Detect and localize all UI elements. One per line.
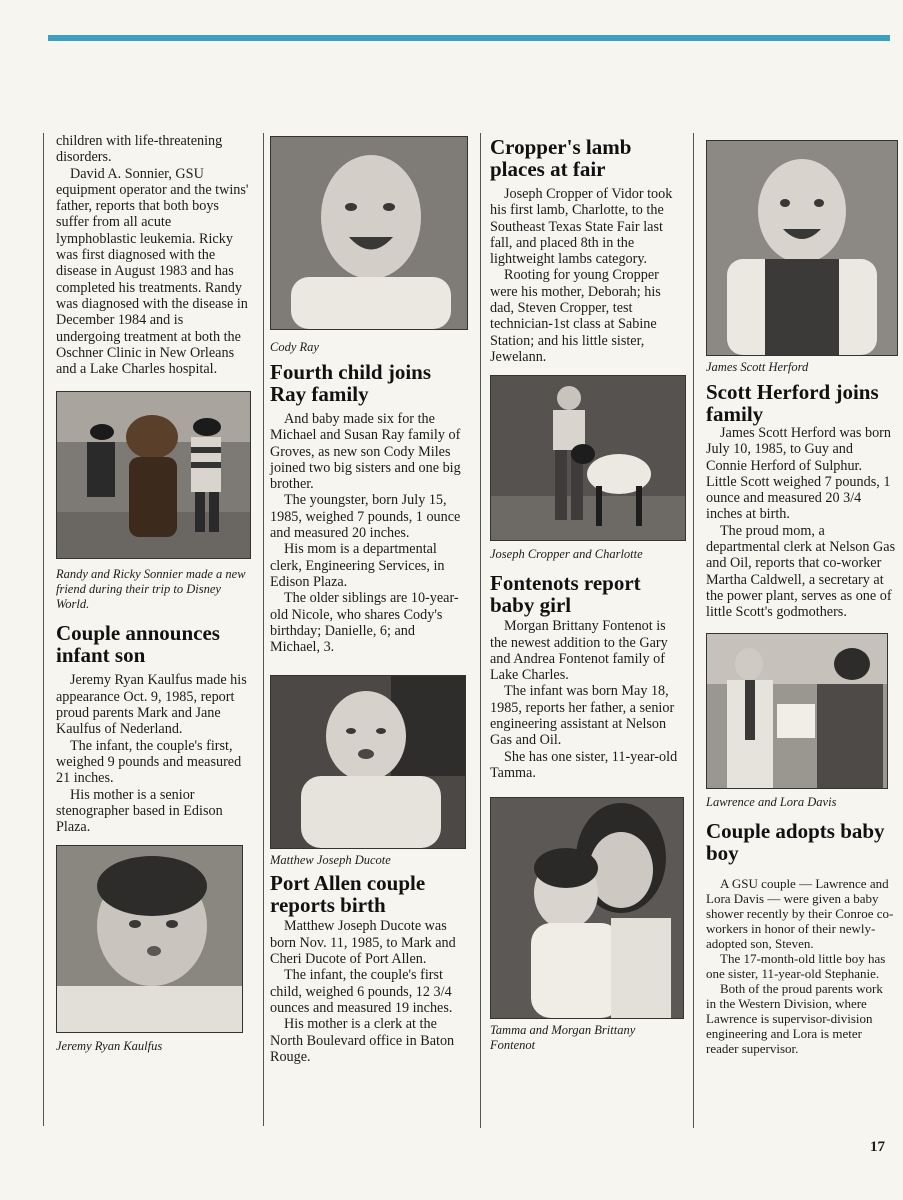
cropper-story-text [490, 186, 682, 365]
paragraph: His mother is a clerk at the North Boulevard office in Baton Rouge. [270, 1016, 455, 1065]
paragraph: The 17-month-old little boy has one sister, 11-year-old Stephanie. [706, 950, 886, 981]
headline-scott-herford: Scott Herford joins family [706, 380, 879, 426]
paragraph: His mother is a senior stenographer based in Edison Plaza. [56, 786, 223, 836]
photo-caption: Randy and Ricky Sonnier made a new friend during their trip to Disney World. [56, 567, 246, 612]
headline-couple-adopts: Couple adopts baby boy [706, 818, 885, 865]
column-3 [490, 136, 682, 1053]
photo-caption: Matthew Joseph Ducote [270, 853, 391, 868]
headline-fourth-child: Fourth child joins Ray family [270, 360, 432, 406]
paragraph: The infant, the couple's first child, weighed 6 pounds, 12 3/4 ounces and measured 19 inches. [270, 967, 453, 1016]
headline-port-allen: Port Allen couple reports birth [270, 871, 426, 918]
column-rule-left [43, 133, 44, 1126]
paragraph: The older siblings are 10-year-old Nicole, who shares Cody's birthday; Danielle, 6; and Michael, 3. [270, 590, 459, 656]
photo-lawrence-lora-davis [706, 633, 888, 789]
headline-couple-announces: Couple announces infant son [56, 621, 220, 668]
herford-story-text [706, 425, 896, 621]
column-rule-1 [263, 133, 264, 1126]
paragraph: David A. Sonnier, GSU equipment operator and the twins' father, reports that both boys suffer from all acute lymphoblastic leukemia. Ricky was first diagnosed with the disease in August 1983 and has completed his treatments. Randy was diagnosed with the disease in December 1984 and is undergoing treatment at both the Oschner Clinic in New Orleans and a Lake Charles hospital. [56, 165, 249, 378]
photo-jeremy-kaulfus [56, 845, 243, 1033]
paragraph: The youngster, born July 15, 1985, weighed 7 pounds, 1 ounce and measured 20 inches. [270, 492, 461, 542]
photo-sonnier-twins-disney [56, 391, 251, 559]
column-4 [706, 140, 896, 1056]
photo-caption: Cody Ray [270, 340, 319, 354]
paragraph: And baby made six for the Michael and Susan Ray family of Groves, as new son Cody Miles joined two big sisters and one big brother. [270, 411, 461, 493]
paragraph: Matthew Joseph Ducote was born Nov. 11, 1985, to Mark and Cheri Ducote of Port Allen. [270, 918, 456, 968]
paragraph: James Scott Herford was born July 10, 1985, to Guy and Connie Herford of Sulphur. Little Scott weighed 7 pounds, 1 ounce and measured 20 3/4 inches at birth. [706, 425, 891, 523]
photo-caption: Jeremy Ryan Kaulfus [56, 1039, 163, 1054]
paragraph: The infant was born May 18, 1985, reports her father, a senior engineering assistant at Nelson Gas and Oil. [490, 683, 675, 749]
photo-matthew-ducote [270, 675, 466, 849]
kaulfus-story-text [56, 672, 251, 835]
column-1 [56, 133, 251, 1054]
column-2 [270, 136, 468, 1065]
photo-caption: Lawrence and Lora Davis [706, 794, 837, 809]
ray-story-text [270, 411, 468, 655]
photo-tamma-morgan-fontenot [490, 797, 684, 1019]
paragraph: Rooting for young Cropper were his mother, Deborah; his dad, Steven Cropper, test technician-1st class at Sabine Station; and his little sister, Jewelann. [490, 267, 661, 365]
ducote-story-text [270, 918, 468, 1065]
paragraph: Joseph Cropper of Vidor took his first lamb, Charlotte, to the Southeast Texas State Fair last fall, and placed 8th in the lightweight lambs category. [490, 186, 673, 268]
page-number: 17 [870, 1139, 885, 1155]
photo-caption: Joseph Cropper and Charlotte [490, 547, 643, 562]
paragraph: children with life-threatening disorders. [56, 133, 223, 166]
paragraph: His mom is a departmental clerk, Engineering Services, in Edison Plaza. [270, 541, 445, 590]
headline-fontenots: Fontenots report baby girl [490, 571, 641, 618]
fontenot-story-text [490, 618, 682, 781]
photo-james-scott-herford [706, 140, 898, 356]
top-accent-rule [48, 35, 890, 41]
davis-story-text [706, 876, 896, 1056]
photo-cody-ray [270, 136, 468, 330]
paragraph: The proud mom, a departmental clerk at Nelson Gas and Oil, reports that co-worker Martha Caldwell, a secretary at the power plant, serves as one of little Scott's godmothers. [706, 522, 896, 621]
headline-cropper-lamb: Cropper's lamb places at fair [490, 135, 632, 181]
paragraph: The infant, the couple's first, weighed 9 pounds and measured 21 inches. [56, 737, 242, 787]
paragraph: Jeremy Ryan Kaulfus made his appearance Oct. 9, 1985, report proud parents Mark and Jane Kaulfus of Nederland. [56, 672, 247, 738]
sonnier-story-text [56, 133, 251, 377]
column-rule-3 [693, 133, 694, 1128]
column-rule-2 [480, 133, 481, 1128]
paragraph: Morgan Brittany Fontenot is the newest addition to the Gary and Andrea Fontenot family of Lake Charles. [490, 618, 668, 684]
paragraph: She has one sister, 11-year-old Tamma. [490, 748, 678, 781]
photo-joseph-cropper-lamb [490, 375, 686, 541]
photo-caption: James Scott Herford [706, 360, 809, 374]
paragraph: A GSU couple — Lawrence and Lora Davis — were given a baby shower recently by their Conroe co-workers in honor of their newly-adopted son, Steven. [706, 875, 894, 951]
paragraph: Both of the proud parents work in the Western Division, where Lawrence is supervisor-division engineering and Lora is meter reader supervisor. [706, 980, 883, 1056]
photo-caption: Tamma and Morgan Brittany Fontenot [490, 1023, 636, 1053]
